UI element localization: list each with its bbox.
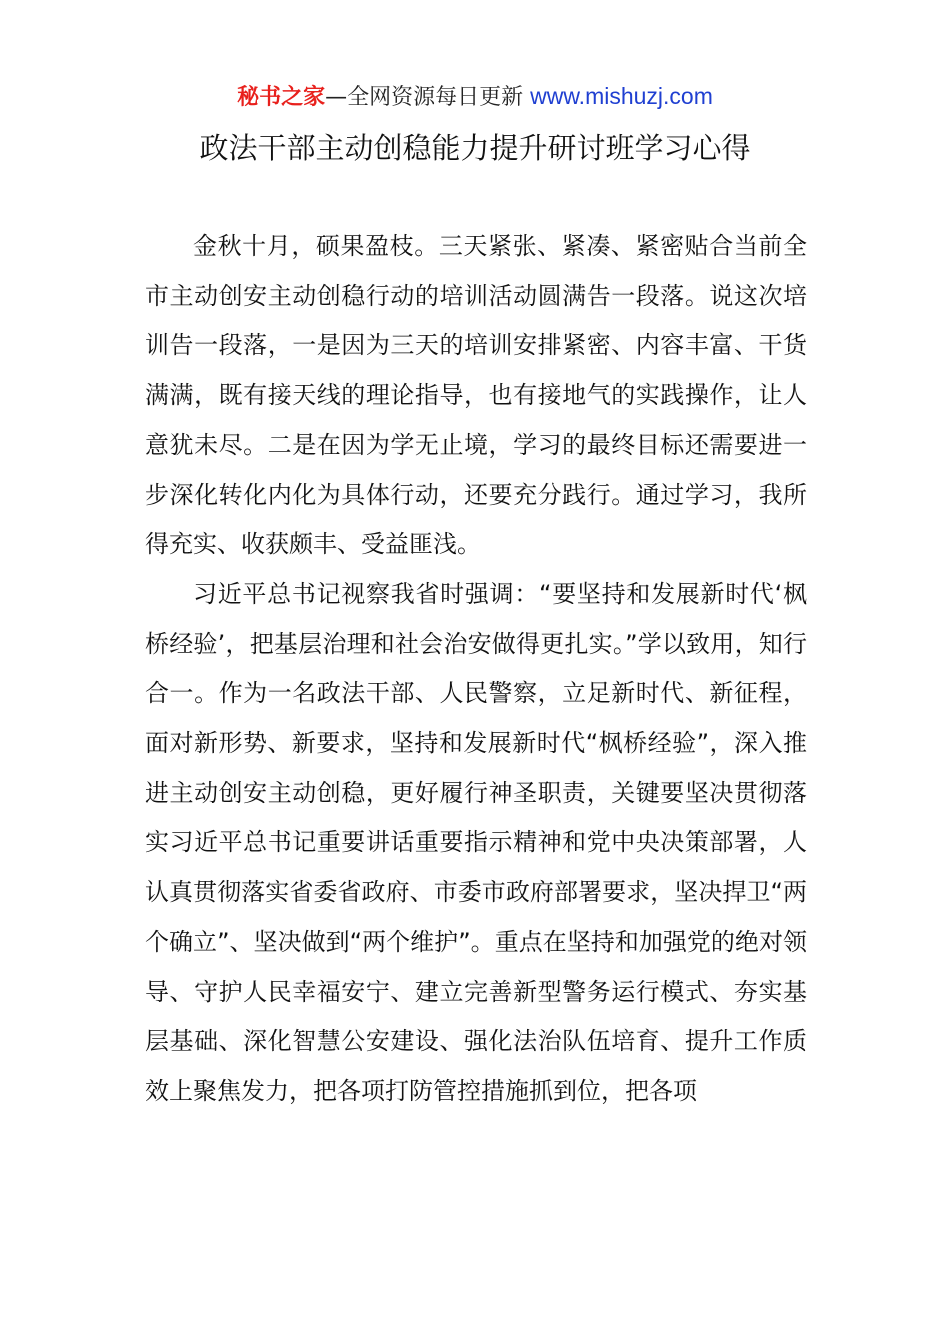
document-body — [145, 222, 807, 1117]
site-banner — [0, 80, 950, 114]
paragraph-1: 金秋十月，硕果盈枝。三天紧张、紧凑、紧密贴合当前全市主动创安主动创稳行动的培训活动圆满告一段落。说这次培训告一段落，一是因为三天的培训安排紧密、内容丰富、干货满满，既有接天线的理论指导，也有接地气的实践操作，让人意犹未尽。二是在因为学无止境，学习的最终目标还需要进一步深化转化内化为具体行动，还要充分践行。通过学习，我所得充实、收获颇丰、受益匪浅。 — [145, 232, 807, 559]
paragraph-2: 习近平总书记视察我省时强调：“要坚持和发展新时代‘枫桥经验’，把基层治理和社会治安做得更扎实。”学以致用，知行合一。作为一名政法干部、人民警察，立足新时代、新征程，面对新形势、新要求，坚持和发展新时代“枫桥经验”，深入推进主动创安主动创稳，更好履行神圣职责，关键要坚决贯彻落实习近平总书记重要讲话重要指示精神和党中央决策部署，人认真贯彻落实省委省政府、市委市政府部署要求，坚决捍卫“两个确立”、坚决做到“两个维护”。重点在坚持和加强党的绝对领导、守护人民幸福安宁、建立完善新型警务运行模式、夯实基层基础、深化智慧公安建设、强化法治队伍培育、提升工作质效上聚焦发力，把各项打防管控措施抓到位，把各项 — [145, 579, 807, 1105]
document-title: 政法干部主动创稳能力提升研讨班学习心得 — [199, 131, 751, 165]
banner-url-link[interactable]: www.mishuzj.com — [530, 83, 713, 109]
banner-tagline: —全网资源每日更新 — [325, 85, 524, 110]
banner-brand: 秘书之家 — [237, 85, 326, 110]
